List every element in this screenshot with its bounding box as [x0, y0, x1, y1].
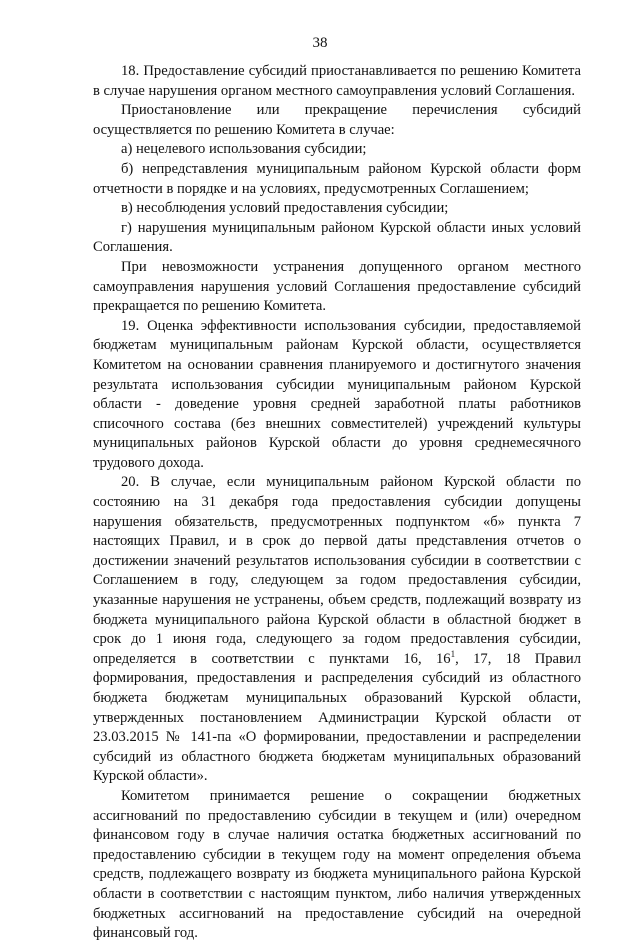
list-item-v: в) несоблюдения условий предоставления субсидии;	[121, 200, 449, 217]
paragraph-20	[93, 473, 581, 787]
list-item-b: б) непредставления муниципальным районом Курской области форм отчетности в порядке и на условиях, предусмотренных Соглашением;	[93, 160, 581, 197]
superscript-1: 1	[450, 648, 456, 659]
paragraph-suspension-intro: Приостановление или прекращение перечисления субсидий осуществляется по решению Комитета в случае:	[93, 102, 581, 138]
page-number: 38	[312, 35, 328, 51]
paragraph-19: 19. Оценка эффективности использования субсидии, предоставляемой бюджетам муниципальным районам Курской области, осуществляется Комитетом на основании сравнения планируемого и достигнутого значения результата использования субсидии муниципальным районом Курской области - доведение уровня средней заработной платы работников списочного состава (без внешних совместителей) учреждений культуры муниципальных районов Курской области до уровня среднемесячного трудового дохода.	[93, 317, 581, 471]
paragraph-18: 18. Предоставление субсидий приостанавливается по решению Комитета в случае нарушения органом местного самоуправления условий Соглашения.	[93, 63, 581, 99]
document-body	[93, 62, 581, 944]
list-item-a: а) нецелевого использования субсидии;	[121, 141, 367, 158]
paragraph-20-part-2: , 17, 18 Правил формирования, предоставления и распределения субсидий из областного бюджета бюджетам муниципальных образований Курской области, утвержденных постановлением Администрации Курской области от 23.03.2015 № 141-па «О формировании, предоставлении и распределении субсидий из областного бюджета бюджетам муниципальных образований Курской области».	[93, 650, 581, 785]
paragraph-budget-reduction: Комитетом принимается решение о сокращении бюджетных ассигнований по предоставлению субсидии в текущем и (или) очередном финансовом году в случае наличия остатка бюджетных ассигнований по предоставлению субсидии в текущем году на момент определения объема средств, подлежащего возврату из бюджета муниципального района Курской области в соответствии с настоящим пунктом, либо наличия утвержденных бюджетных ассигнований на предоставление субсидий на очередной финансовый год.	[93, 787, 581, 942]
list-item-g: г) нарушения муниципальным районом Курской области иных условий Соглашения.	[93, 219, 581, 256]
paragraph-20-part-1: 20. В случае, если муниципальным районом Курской области по состоянию на 31 декабря года предоставления субсидии допущены нарушения обязательств, предусмотренных подпунктом «б» пункта 7 настоящих Правил, и в срок до первой даты представления отчетов о достижении значений результатов использования субсидии в соответствии с Соглашением в году, следующем за годом предоставления субсидии, указанные нарушения не устранены, объем средств, подлежащий возврату из бюджета муниципального района Курской области в областной бюджет в срок до 1 июня года, следующего за годом предоставления субсидии, определяется в соответствии с пунктами 16, 16	[93, 474, 581, 667]
paragraph-termination: При невозможности устранения допущенного органом местного самоуправления нарушения условий Соглашения предоставление субсидий прекращается по решению Комитета.	[93, 258, 581, 315]
